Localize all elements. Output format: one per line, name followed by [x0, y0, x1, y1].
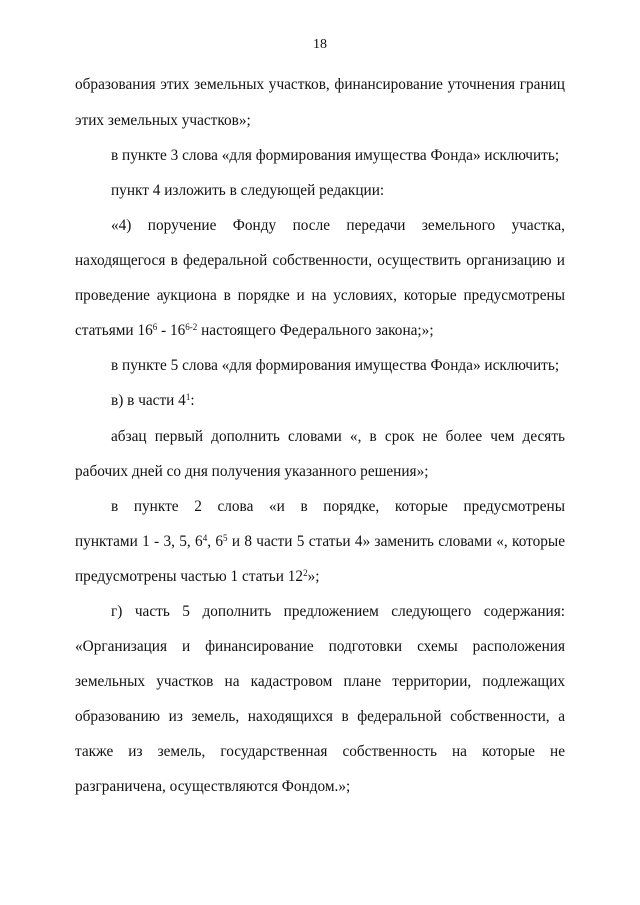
superscript: 6 [152, 322, 158, 333]
text-line: абзац первый дополнить словами «, в срок не более чем десять [111, 428, 565, 445]
text-segment: настоящего Федерального закона;»; [197, 322, 434, 339]
text-line: пункт 4 изложить в следующей редакции: [111, 182, 385, 199]
text-line [111, 391, 565, 411]
text-segment: и 8 части 5 статьи 4» заменить словами «, которые [227, 533, 565, 550]
text-line: также из земель, государственная собственность на которые не [75, 743, 565, 760]
superscript: 4 [202, 533, 208, 544]
text-line: этих земельных участков»; [75, 112, 251, 129]
text-line: рабочих дней со дня получения указанного решения»; [75, 463, 429, 480]
text-line [75, 567, 565, 587]
superscript: 6-2 [185, 322, 198, 333]
text-line: образованию из земель, находящихся в федеральной собственности, а [75, 708, 565, 725]
text-segment: , 6 [207, 533, 223, 550]
text-segment: : [190, 392, 195, 409]
text-segment: - 16 [157, 322, 186, 339]
text-line [75, 532, 565, 552]
text-segment: статьями 16 [75, 322, 153, 339]
text-segment: предусмотрены частью 1 статьи 12 [75, 568, 304, 585]
text-line: проведение аукциона в порядке и на условиях, которые предусмотрены [75, 287, 565, 304]
text-line [75, 321, 565, 341]
page-number: 18 [313, 37, 327, 52]
text-line: в пункте 3 слова «для формирования имущества Фонда» исключить; [111, 147, 560, 164]
text-line: в пункте 5 слова «для формирования имущества Фонда» исключить; [111, 357, 560, 374]
text-line: находящегося в федеральной собственности, осуществить организацию и [75, 252, 565, 269]
superscript: 2 [303, 568, 308, 579]
text-line: образования этих земельных участков, финансирование уточнения границ [75, 76, 565, 93]
text-line: «4) поручение Фонду после передачи земельного участка, [111, 217, 565, 234]
text-segment: в) в части 4 [111, 392, 186, 409]
text-line: «Организация и финансирование подготовки схемы расположения [75, 638, 565, 655]
text-line: разграничена, осуществляются Фондом.»; [75, 778, 351, 795]
text-segment: »; [307, 568, 320, 585]
text-line: земельных участков на кадастровом плане территории, подлежащих [75, 673, 565, 690]
text-line: г) часть 5 дополнить предложением следующего содержания: [111, 603, 565, 620]
text-segment: пунктами 1 - 3, 5, 6 [75, 533, 203, 550]
superscript: 1 [185, 392, 191, 403]
superscript: 5 [223, 533, 228, 544]
text-line: в пункте 2 слова «и в порядке, которые предусмотрены [111, 498, 565, 515]
